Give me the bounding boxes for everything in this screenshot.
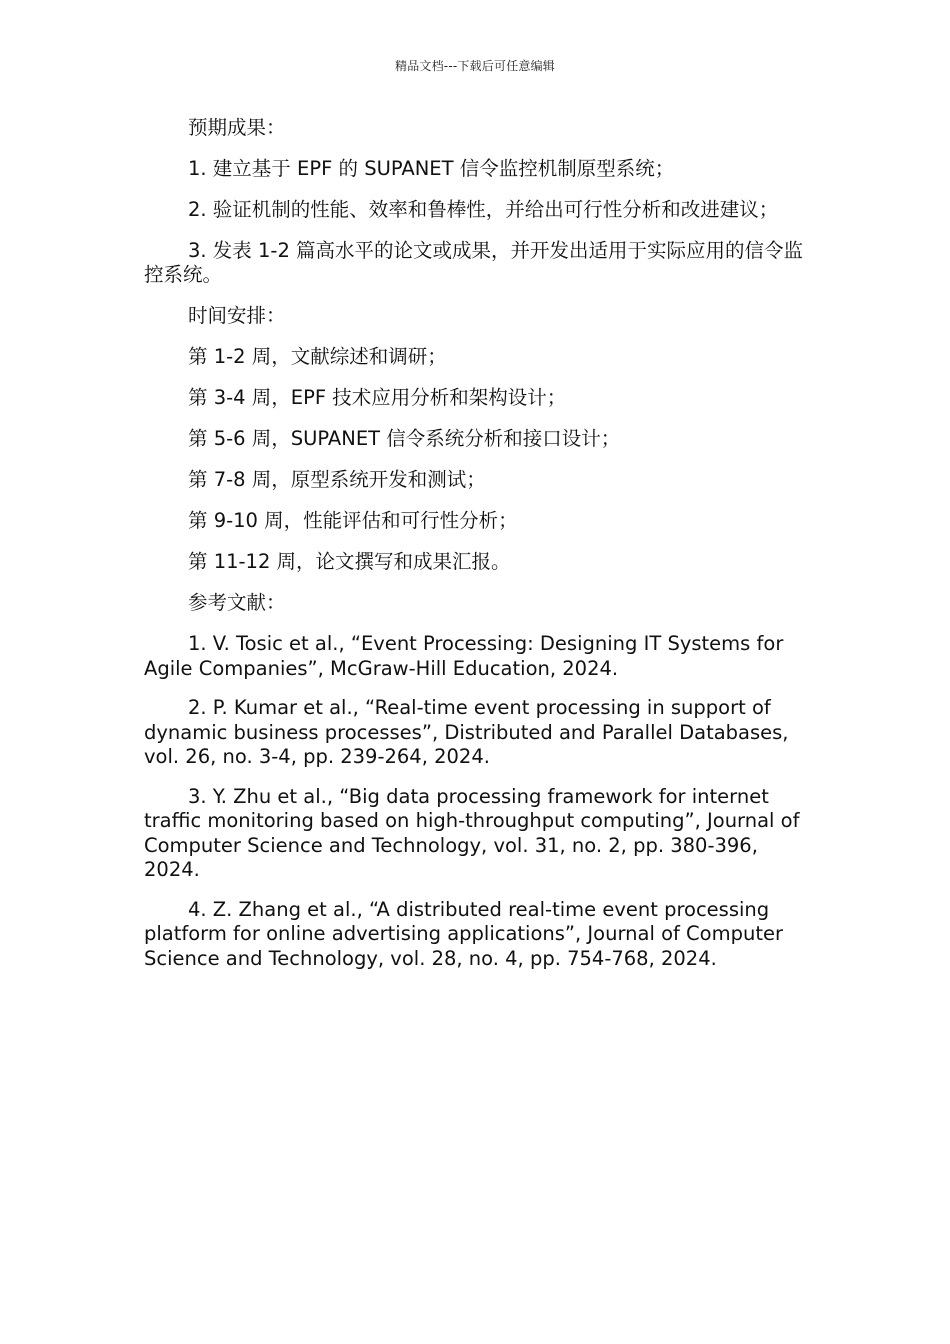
reference-list [144,632,814,971]
schedule-item-5: 第 9-10 周，性能评估和可行性分析； [188,509,518,532]
schedule-item-1: 第 1-2 周，文献综述和调研； [188,345,447,368]
schedule-heading: 时间安排： [188,304,286,327]
reference-item-1: 1. V. Tosic et al., “Event Processing: Designing IT Systems for Agile Companies”, McGraw-Hill Education, 2024. [144,632,784,680]
document-body [144,116,814,986]
expected-result-item-3: 3. 发表 1-2 篇高水平的论文或成果，并开发出适用于实际应用的信令监控系统。 [144,239,804,286]
reference-item-3: 3. Y. Zhu et al., “Big data processing framework for internet traffic monitoring based on high-throughput computing”, Journal of Computer Science and Technology, vol. 31, no. 2, pp. 380-396, 2024. [144,784,800,881]
expected-result-item-1: 1. 建立基于 EPF 的 SUPANET 信令监控机制原型系统； [188,157,675,180]
schedule-item-6: 第 11-12 周，论文撰写和成果汇报。 [188,550,511,573]
expected-result-item-2: 2. 验证机制的性能、效率和鲁棒性，并给出可行性分析和改进建议； [188,198,779,221]
expected-results-heading: 预期成果： [188,116,286,139]
schedule-item-4: 第 7-8 周，原型系统开发和测试； [188,468,486,491]
reference-item-2: 2. P. Kumar et al., “Real-time event processing in support of dynamic business processes”, Distributed and Parallel Databases, vol. 26, no. 3-4, pp. 239-264, 2024. [144,696,789,768]
page-header: 精品文档---下载后可任意编辑 [395,59,555,73]
references-heading: 参考文献： [188,591,286,614]
schedule-item-3: 第 5-6 周，SUPANET 信令系统分析和接口设计； [188,427,621,450]
schedule-item-2: 第 3-4 周，EPF 技术应用分析和架构设计； [188,386,567,409]
reference-item-4: 4. Z. Zhang et al., “A distributed real-time event processing platform for online advertising applications”, Journal of Computer Science and Technology, vol. 28, no. 4, pp. 754-768, 2024. [144,897,783,970]
